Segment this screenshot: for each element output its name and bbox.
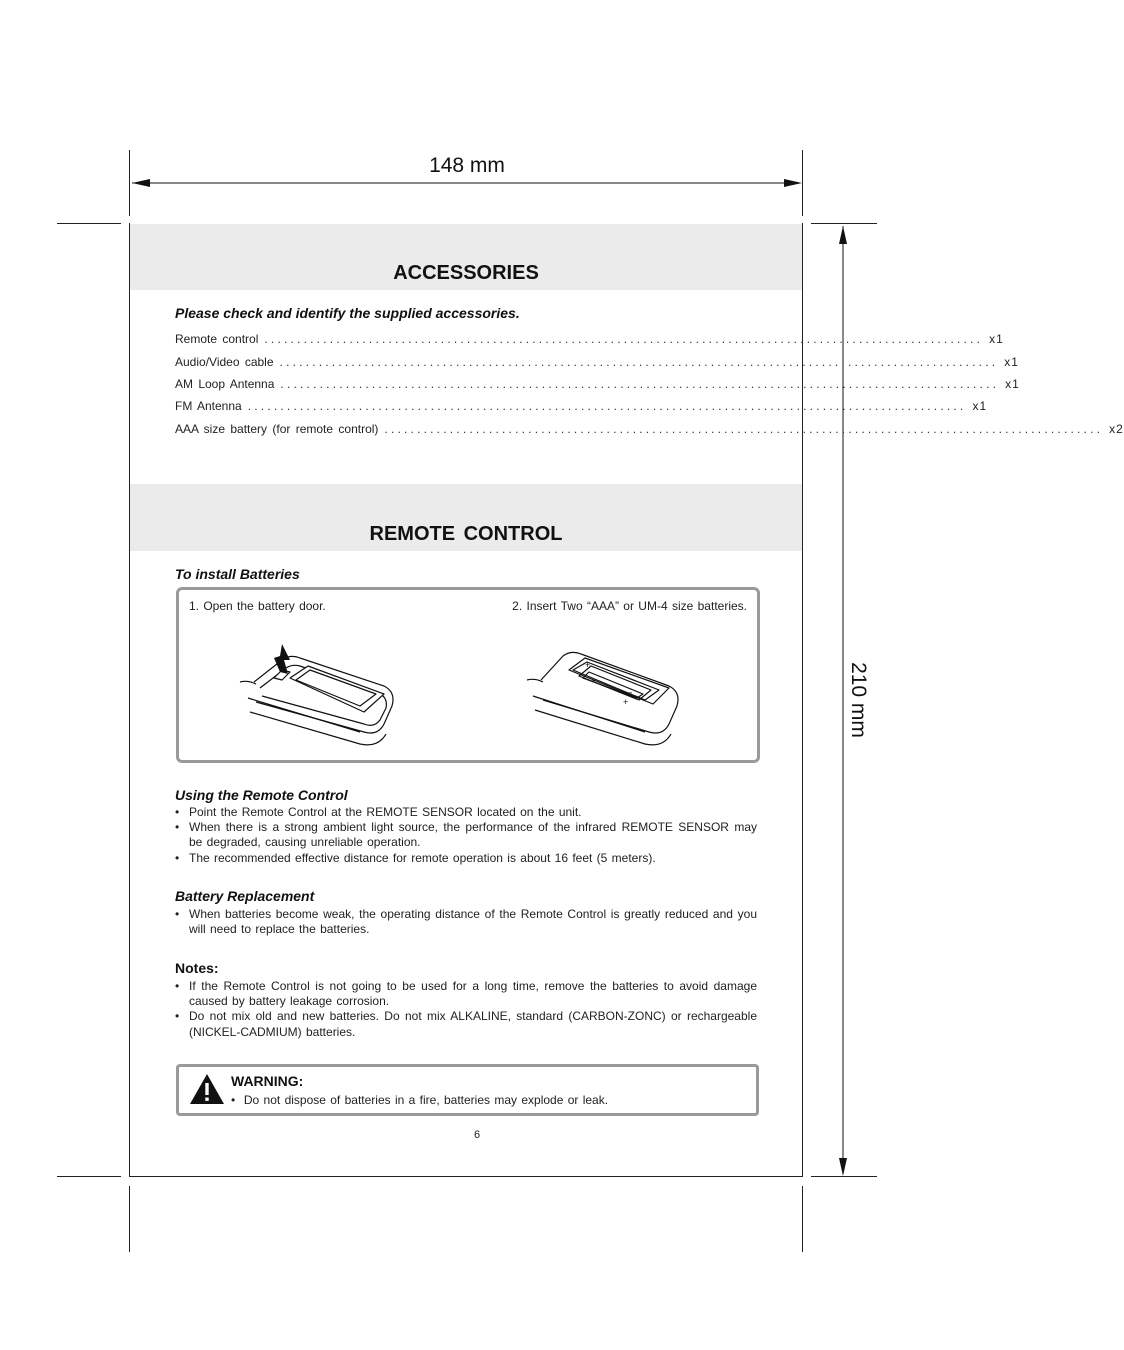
crop-mark-bottom-left — [57, 1176, 121, 1177]
list-item: • When there is a strong ambient light source, the performance of the infrared REMOTE SENSOR may be degraded, causing unreliable operation. — [175, 820, 757, 850]
install-batteries-heading: To install Batteries — [175, 566, 300, 582]
list-item: • The recommended effective distance for remote operation is about 16 feet (5 meters). — [175, 851, 757, 866]
list-item: • Do not mix old and new batteries. Do not mix ALKALINE, standard (CARBON-ZONC) or rechargeable (NICKEL-CADMIUM) batteries. — [175, 1009, 757, 1039]
leader-dots: .............................................................................................................. — [279, 355, 999, 369]
using-remote-list — [175, 805, 757, 866]
crop-mark-left-bottom — [129, 1186, 130, 1252]
svg-text:+: + — [585, 660, 591, 670]
page-border-left — [129, 223, 130, 1177]
crop-mark-right-bottom — [802, 1186, 803, 1252]
accessories-header-band — [130, 224, 802, 290]
accessory-name: AAA size battery (for remote control) — [175, 422, 379, 436]
svg-text:+: + — [623, 697, 629, 707]
leader-dots: .............................................................................................................. — [264, 332, 984, 346]
accessory-item — [175, 351, 1019, 369]
page-number: 6 — [473, 1129, 481, 1141]
warning-box — [176, 1064, 759, 1116]
height-dimension-label: 210 mm — [847, 662, 870, 738]
step-open-door: 1. Open the battery door. — [189, 599, 326, 613]
accessory-qty: x1 — [972, 399, 988, 413]
accessories-title: ACCESSORIES — [393, 262, 539, 284]
accessory-item — [175, 328, 1004, 346]
remote-control-title: REMOTE CONTROL — [369, 523, 563, 545]
list-item: • Point the Remote Control at the REMOTE SENSOR located on the unit. — [175, 805, 757, 820]
accessory-qty: x1 — [989, 332, 1004, 346]
remote-insert-batteries-illustration — [519, 638, 689, 748]
accessory-name: AM Loop Antenna — [175, 377, 275, 391]
notes-heading: Notes: — [175, 960, 219, 976]
battery-replacement-list — [175, 907, 757, 937]
warning-text: Do not dispose of batteries in a fire, batteries may explode or leak. — [243, 1093, 609, 1107]
width-dimension-label: 148 mm — [429, 154, 505, 177]
accessory-qty: x1 — [1004, 355, 1019, 369]
battery-install-box — [176, 587, 760, 763]
remote-control-header-band — [130, 484, 802, 551]
accessory-item — [175, 373, 1020, 391]
width-dimension-arrow — [130, 176, 804, 190]
remote-open-door-illustration — [234, 638, 404, 748]
page-border-bottom — [129, 1176, 803, 1177]
leader-dots: .............................................................................................................. — [280, 377, 1000, 391]
warning-triangle-icon — [189, 1073, 225, 1105]
step-insert-batteries: 2. Insert Two “AAA” or UM-4 size batteries. — [512, 599, 747, 613]
accessory-item — [175, 418, 1124, 436]
using-remote-heading: Using the Remote Control — [175, 787, 348, 803]
battery-replacement-heading: Battery Replacement — [175, 888, 315, 904]
list-item: • When batteries become weak, the operating distance of the Remote Control is greatly reduced and you will need to replace the batteries. — [175, 907, 757, 937]
svg-text:–: – — [590, 675, 596, 685]
accessory-qty: x2 — [1109, 422, 1124, 436]
leader-dots: .............................................................................................................. — [247, 399, 967, 413]
crop-mark-top-left — [57, 223, 121, 224]
notes-list — [175, 979, 757, 1040]
warning-text-row — [231, 1093, 608, 1107]
list-item: • If the Remote Control is not going to be used for a long time, remove the batteries to avoid damage caused by battery leakage corrosion. — [175, 979, 757, 1009]
accessories-subtitle: Please check and identify the supplied accessories. — [175, 305, 520, 321]
accessory-qty: x1 — [1005, 377, 1020, 391]
bullet-glyph: • — [231, 1093, 244, 1107]
accessory-name: Audio/Video cable — [175, 355, 274, 369]
accessory-item — [175, 395, 988, 413]
warning-heading: WARNING: — [231, 1073, 304, 1089]
svg-text:–: – — [627, 687, 633, 697]
accessory-name: FM Antenna — [175, 399, 242, 413]
leader-dots: .............................................................................................................. — [384, 422, 1104, 436]
accessory-name: Remote control — [175, 332, 259, 346]
